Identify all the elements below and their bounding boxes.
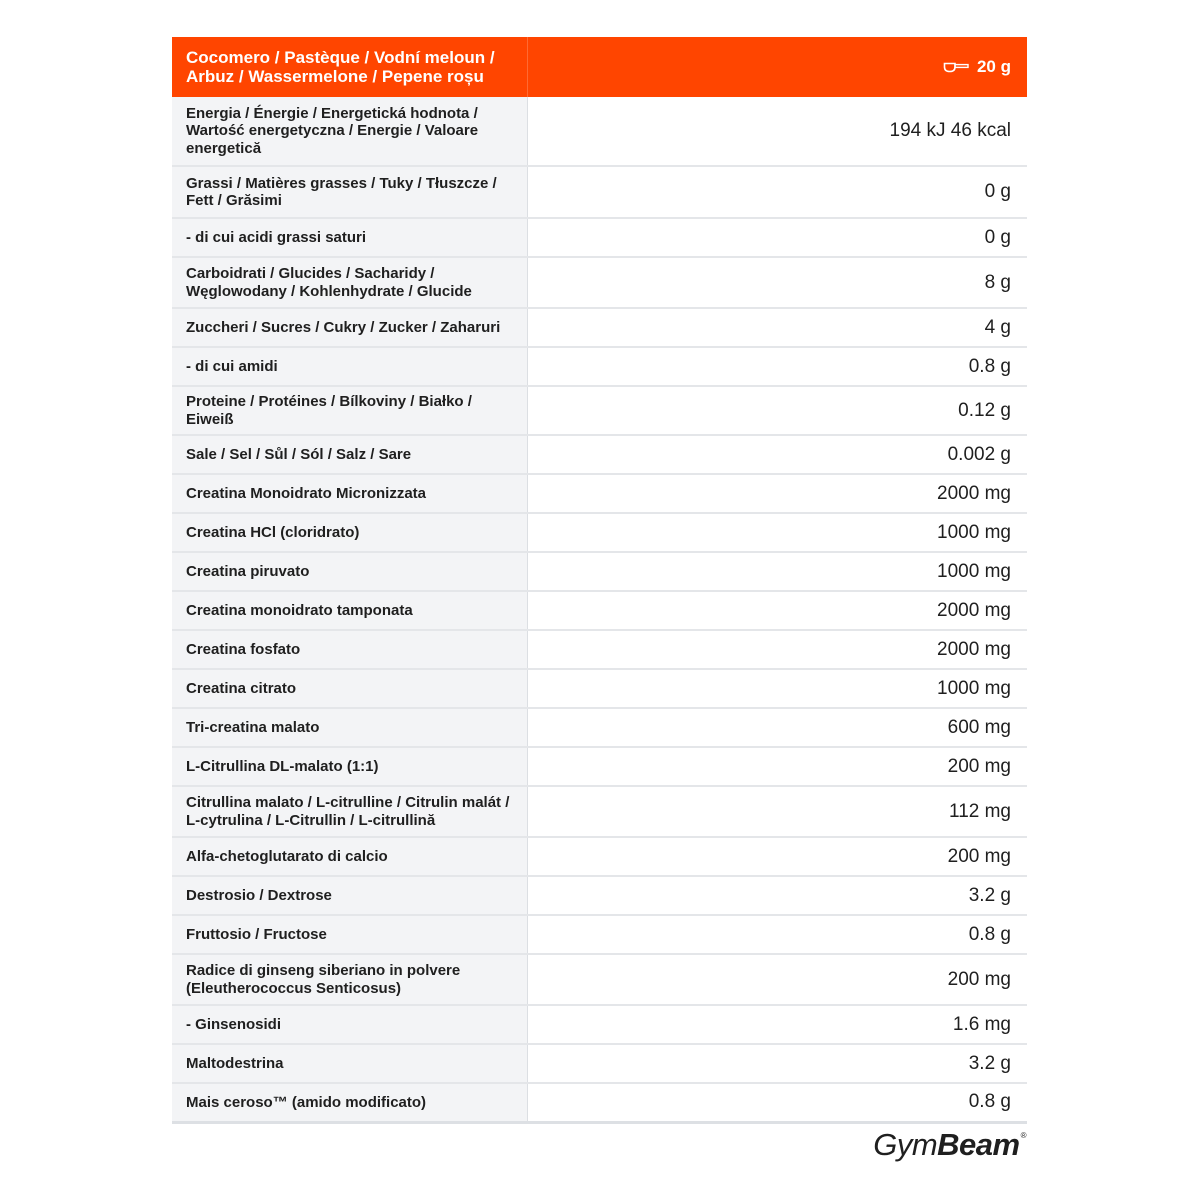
table-row (172, 97, 1027, 166)
nutrient-name: - Ginsenosidi (172, 1005, 527, 1044)
nutrient-amount: 8 g (527, 257, 1027, 308)
table-row (172, 591, 1027, 630)
table-row (172, 786, 1027, 837)
nutrient-name: L-Citrullina DL-malato (1:1) (172, 747, 527, 786)
gymbeam-logo: GymBeam® (873, 1127, 1026, 1162)
nutrient-name: Tri-creatina malato (172, 708, 527, 747)
table-row (172, 1083, 1027, 1122)
nutrient-amount: 0.8 g (527, 1083, 1027, 1122)
nutrient-amount: 200 mg (527, 837, 1027, 876)
nutrient-amount: 3.2 g (527, 1044, 1027, 1083)
nutrient-amount: 0 g (527, 218, 1027, 257)
table-row (172, 166, 1027, 218)
table-row (172, 308, 1027, 347)
table-row (172, 876, 1027, 915)
table-row (172, 347, 1027, 386)
nutrient-name: Radice di ginseng siberiano in polvere (Eleutherococcus Senticosus) (172, 954, 527, 1005)
scoop-icon (943, 58, 969, 77)
nutrient-amount: 200 mg (527, 954, 1027, 1005)
nutrient-name: Energia / Énergie / Energetická hodnota / Wartość energetyczna / Energie / Valoare energetică (172, 97, 527, 166)
nutrient-name: Carboidrati / Glucides / Sacharidy / Węglowodany / Kohlenhydrate / Glucide (172, 257, 527, 308)
nutrient-amount: 1.6 mg (527, 1005, 1027, 1044)
nutrient-amount: 1000 mg (527, 513, 1027, 552)
nutrition-table (172, 37, 1027, 1124)
table-row (172, 630, 1027, 669)
table-row (172, 915, 1027, 954)
table-row (172, 435, 1027, 474)
nutrient-amount: 112 mg (527, 786, 1027, 837)
nutrient-name: Maltodestrina (172, 1044, 527, 1083)
nutrient-amount: 600 mg (527, 708, 1027, 747)
nutrient-amount: 1000 mg (527, 552, 1027, 591)
table-row (172, 1005, 1027, 1044)
nutrient-name: Citrullina malato / L-citrulline / Citrulin malát / L-cytrulina / L-Citrullin / L-citrullină (172, 786, 527, 837)
nutrient-amount: 200 mg (527, 747, 1027, 786)
nutrient-name: - di cui acidi grassi saturi (172, 218, 527, 257)
table-row (172, 669, 1027, 708)
nutrient-name: Destrosio / Dextrose (172, 876, 527, 915)
table-row (172, 708, 1027, 747)
nutrient-name: Fruttosio / Fructose (172, 915, 527, 954)
nutrient-amount: 0.8 g (527, 347, 1027, 386)
nutrient-name: Creatina fosfato (172, 630, 527, 669)
table-row (172, 474, 1027, 513)
nutrient-name: Sale / Sel / Sůl / Sól / Salz / Sare (172, 435, 527, 474)
table-header (172, 37, 1027, 97)
nutrient-amount: 1000 mg (527, 669, 1027, 708)
table-row (172, 513, 1027, 552)
nutrient-amount: 0.8 g (527, 915, 1027, 954)
nutrient-name: Creatina piruvato (172, 552, 527, 591)
nutrient-name: Proteine / Protéines / Bílkoviny / Białko / Eiweiß (172, 386, 527, 435)
nutrient-amount: 0.002 g (527, 435, 1027, 474)
nutrient-amount: 2000 mg (527, 591, 1027, 630)
nutrient-amount: 0.12 g (527, 386, 1027, 435)
nutrient-name: Creatina citrato (172, 669, 527, 708)
nutrient-name: Grassi / Matières grasses / Tuky / Tłuszcze / Fett / Grăsimi (172, 166, 527, 218)
nutrient-amount: 3.2 g (527, 876, 1027, 915)
nutrient-amount: 2000 mg (527, 474, 1027, 513)
table-row (172, 386, 1027, 435)
table-row (172, 257, 1027, 308)
table-row (172, 218, 1027, 257)
nutrient-amount: 4 g (527, 308, 1027, 347)
table-row (172, 1044, 1027, 1083)
table-row (172, 552, 1027, 591)
table-row (172, 837, 1027, 876)
nutrient-name: Creatina Monoidrato Micronizzata (172, 474, 527, 513)
table-row (172, 747, 1027, 786)
nutrient-amount: 194 kJ 46 kcal (527, 97, 1027, 166)
nutrient-name: Alfa-chetoglutarato di calcio (172, 837, 527, 876)
table-row (172, 954, 1027, 1005)
flavor-label: Cocomero / Pastèque / Vodní meloun / Arbuz / Wassermelone / Pepene roșu (172, 37, 527, 97)
nutrient-amount: 0 g (527, 166, 1027, 218)
nutrient-name: Zuccheri / Sucres / Cukry / Zucker / Zaharuri (172, 308, 527, 347)
serving-size: 20 g (976, 56, 1011, 76)
nutrient-name: - di cui amidi (172, 347, 527, 386)
nutrient-name: Mais ceroso™ (amido modificato) (172, 1083, 527, 1122)
nutrient-name: Creatina monoidrato tamponata (172, 591, 527, 630)
nutrient-name: Creatina HCl (cloridrato) (172, 513, 527, 552)
nutrient-amount: 2000 mg (527, 630, 1027, 669)
